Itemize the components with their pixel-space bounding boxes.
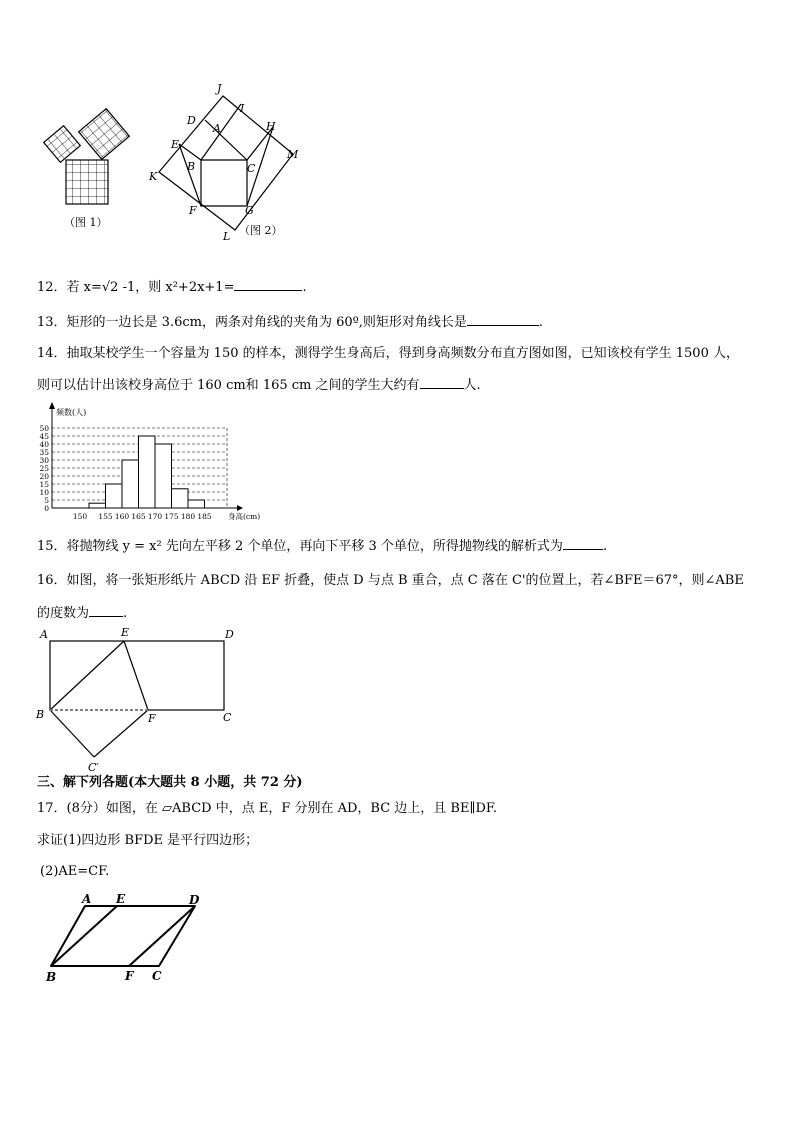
fig17-label-E: E: [116, 892, 126, 906]
figure-2-caption: （图 2）: [239, 224, 283, 237]
figure-17: [38, 892, 213, 987]
fig2-label-K: K: [149, 170, 158, 183]
y-tick-label: 35: [39, 448, 49, 457]
histogram-bar: [188, 500, 205, 508]
y-tick-label: 50: [39, 424, 49, 433]
histogram-bar: [172, 489, 189, 508]
figure-2: [145, 82, 310, 242]
y-tick-label: 10: [39, 488, 49, 497]
x-tick-label: 185: [197, 512, 212, 521]
question-12: 12．若 x=√2 -1，则 x²+2x+1= .: [37, 277, 307, 297]
fig17-label-A: A: [82, 892, 92, 906]
y-axis-arrow: [49, 402, 55, 409]
fig16-label-C: C: [223, 711, 232, 724]
fig2-label-B: B: [187, 160, 196, 173]
fig17-label-F: F: [125, 969, 134, 983]
answer-blank-12: [234, 277, 302, 291]
x-axis-label: 身高(cm): [228, 512, 260, 521]
fig2-label-J: J: [217, 82, 222, 95]
question-17-line2: 求证(1)四边形 BFDE 是平行四边形；: [37, 833, 259, 848]
histogram-bar: [139, 436, 156, 508]
fig17-label-C: C: [152, 969, 162, 983]
fig2-label-M: M: [287, 148, 299, 161]
histogram-chart: [30, 400, 260, 525]
fig16-label-C-prime: C′: [88, 761, 99, 774]
question-14-line2: 则可以估计出该校身高位于 160 cm和 165 cm 之间的学生大约有 人.: [37, 375, 481, 395]
x-tick-label: 150: [72, 512, 88, 521]
figure-1: [40, 108, 140, 238]
figure-16: [32, 624, 247, 774]
x-tick-label: 155: [98, 512, 113, 521]
fig16-label-D: D: [225, 628, 234, 641]
question-15: 15．将抛物线 y = x² 先向左平移 2 个单位，再向下平移 3 个单位，所得抛物线的解析式为 .: [37, 536, 607, 556]
fig2-label-C: C: [247, 162, 256, 175]
section-3-title: 三、解下列各题(本大题共 8 小题，共 72 分): [37, 775, 303, 790]
x-tick-label: 170: [147, 512, 163, 521]
answer-blank-14: [420, 375, 464, 389]
histogram-bar: [106, 484, 123, 508]
y-axis-label: 频数(人): [56, 408, 87, 417]
fig2-label-F: F: [189, 204, 197, 217]
fig17-label-B: B: [46, 970, 57, 984]
figure-1-caption: （图 1）: [64, 216, 108, 229]
answer-blank-16: [89, 603, 123, 617]
fig16-label-A: A: [40, 628, 48, 641]
x-tick-label: 180: [180, 512, 196, 521]
histogram-bar: [122, 460, 139, 508]
x-axis-arrow: [237, 505, 243, 511]
fig2-label-G: G: [245, 204, 254, 217]
histogram-bar: [155, 444, 172, 508]
x-tick-label: 165: [131, 512, 146, 521]
fig2-label-I: I: [240, 102, 245, 115]
y-tick-label: 20: [39, 472, 49, 481]
y-tick-label: 30: [39, 456, 49, 465]
fig2-label-D: D: [187, 114, 196, 127]
question-17-line1: 17．(8分）如图，在 ▱ABCD 中，点 E，F 分别在 AD，BC 边上，且 BE∥DF.: [37, 801, 498, 816]
question-16-line1: 16．如图，将一张矩形纸片 ABCD 沿 EF 折叠，使点 D 与点 B 重合，点 C 落在 C'的位置上，若∠BFE＝67°，则∠ABE: [37, 573, 744, 588]
x-tick-label: 175: [164, 512, 179, 521]
answer-blank-13: [467, 312, 539, 326]
y-tick-label: 45: [39, 432, 49, 441]
y-tick-label: 5: [44, 496, 49, 505]
fig16-label-B: B: [36, 708, 45, 721]
fig2-label-A: A: [213, 122, 221, 135]
histogram-bar: [89, 503, 106, 508]
fig2-label-E: E: [171, 138, 180, 151]
y-tick-label: 15: [39, 480, 49, 489]
question-13: 13．矩形的一边长是 3.6cm，两条对角线的夹角为 60º,则矩形对角线长是 .: [37, 312, 543, 332]
question-16-line2: 的度数为 .: [37, 603, 127, 623]
y-tick-label: 25: [39, 464, 49, 473]
fig2-label-L: L: [223, 230, 231, 242]
y-tick-label: 0: [44, 504, 49, 513]
fig16-label-E: E: [121, 626, 130, 639]
x-tick-label: 160: [114, 512, 130, 521]
question-14-line1: 14．抽取某校学生一个容量为 150 的样本，测得学生身高后，得到身高频数分布直方图如图，已知该校有学生 1500 人，: [37, 346, 739, 361]
answer-blank-15: [563, 536, 603, 550]
fig16-label-F: F: [148, 712, 156, 725]
question-17-line3: (2)AE=CF.: [40, 864, 110, 879]
fig17-label-D: D: [189, 893, 200, 907]
y-tick-label: 40: [39, 440, 49, 449]
fig2-label-H: H: [266, 120, 276, 133]
